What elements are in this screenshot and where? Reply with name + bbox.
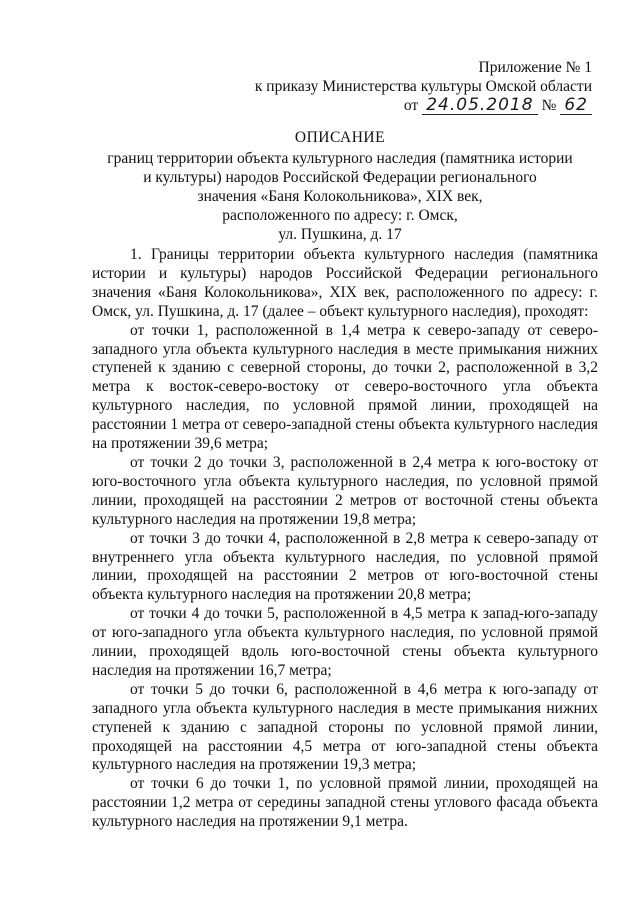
- appendix-number: Приложение № 1: [478, 59, 592, 76]
- title-line: значения «Баня Колокольникова», XIX век,: [197, 188, 483, 205]
- document-body: [92, 246, 598, 832]
- title-line: границ территории объекта культурного наследия (памятника истории: [107, 150, 573, 167]
- date-prefix: от: [403, 97, 419, 114]
- handwritten-date: 24.05.2018: [422, 97, 537, 115]
- title-line: ул. Пушкина, д. 17: [278, 226, 402, 243]
- title-line: расположенного по адресу: г. Омск,: [222, 207, 458, 224]
- body-paragraph: от точки 4 до точки 5, расположенной в 4,5 метра к запад-юго-западу от юго-западного угла объекта культурного наследия, по условной прямой линии, проходящей вдоль юго-восточной стены объекта культурного наследия на протяжении 16,7 метра;: [92, 605, 598, 679]
- order-date-line: [172, 96, 592, 115]
- body-paragraph: от точки 3 до точки 4, расположенной в 2,8 метра к северо-западу от внутреннего угла объекта культурного наследия, по условной прямой линии, проходящей на расстоянии 2 метров от юго-восточной стены объекта культурного наследия на протяжении 20,8 метра;: [92, 529, 598, 604]
- document-title: [70, 128, 610, 244]
- number-prefix: №: [541, 97, 557, 114]
- order-reference: к приказу Министерства культуры Омской области: [254, 78, 592, 95]
- body-paragraph: от точки 5 до точки 6, расположенной в 4,6 метра к юго-западу от западного угла объекта культурного наследия в месте примыкания нижних ступеней к зданию с западной стороны по условной прямой линии, проходящей на расстоянии 4,5 метра от юго-западной стены объекта культурного наследия на протяжении 19,3 метра;: [92, 680, 598, 774]
- title-line: и культуры) народов Российской Федерации регионального: [143, 169, 537, 186]
- appendix-header: [172, 58, 592, 115]
- body-paragraph: от точки 6 до точки 1, по условной прямой линии, проходящей на расстоянии 1,2 метра от середины западной стены углового фасада объекта культурного наследия на протяжении 9,1 метра.: [92, 775, 598, 831]
- title-heading: ОПИСАНИЕ: [294, 129, 386, 146]
- body-paragraph: от точки 1, расположенной в 1,4 метра к северо-западу от северо-западного угла объекта культурного наследия в месте примыкания нижних ступеней к зданию с северной стороны, до точки 2, расположенной в 3,2 метра к восток-северо-востоку от северо-восточного угла объекта культурного наследия, по условной прямой линии, проходящей на расстоянии 1 метра от северо-западной стены объекта культурного наследия на протяжении 39,6 метра;: [92, 321, 598, 453]
- body-paragraph: 1. Границы территории объекта культурного наследия (памятника истории и культуры) народов Российской Федерации регионального значения «Баня Колокольникова», XIX век, расположенного по адресу: г. Омск, ул. Пушкина, д. 17 (далее – объект культурного наследия), проходят:: [92, 246, 598, 320]
- handwritten-number: 62: [560, 97, 592, 115]
- body-paragraph: от точки 2 до точки 3, расположенной в 2,4 метра к юго-востоку от юго-восточного угла объекта культурного наследия, по условной прямой линии, проходящей на расстоянии 2 метров от восточной стены объекта культурного наследия на протяжении 19,8 метра;: [92, 453, 598, 528]
